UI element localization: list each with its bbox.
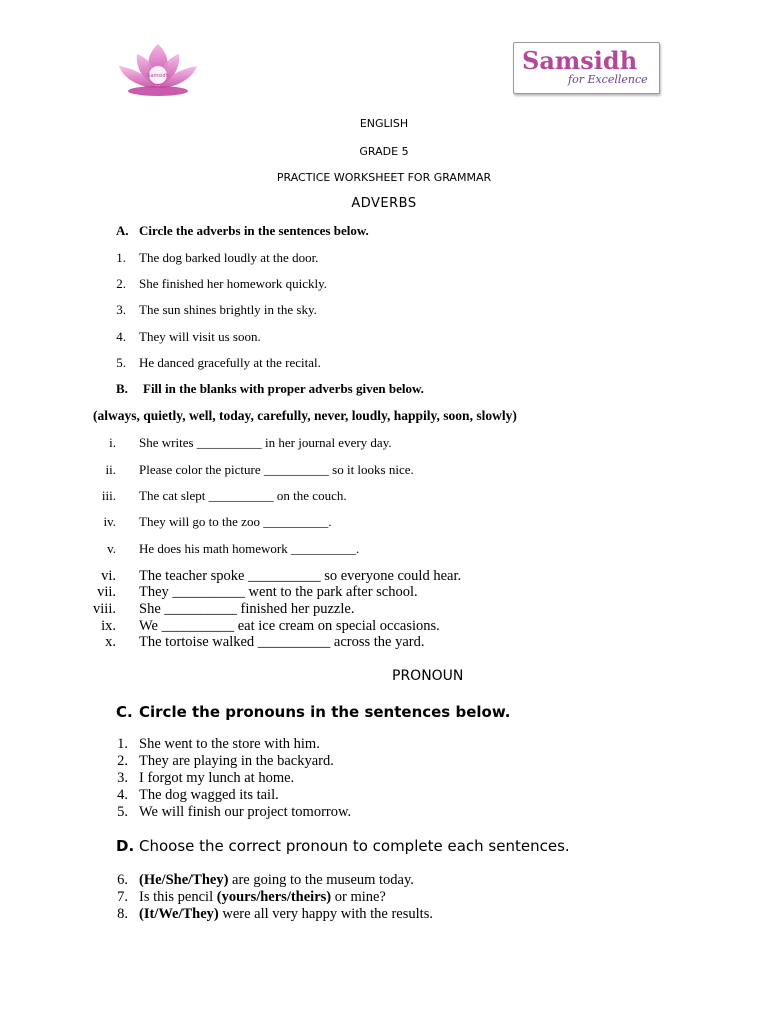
item-text-pre: Is this pencil — [139, 889, 217, 905]
item-number: ix. — [101, 618, 116, 634]
item-text: She __________ finished her puzzle. — [139, 601, 355, 617]
item-text: She writes __________ in her journal every day. — [139, 435, 392, 450]
item-text: Please color the picture __________ so it looks nice. — [139, 462, 414, 477]
lotus-icon — [115, 42, 201, 98]
item-text-rest: or mine? — [331, 889, 386, 905]
item-number: vi. — [101, 568, 116, 584]
item-text: The tortoise walked __________ across the yard. — [139, 634, 425, 650]
item-number: x. — [105, 634, 116, 650]
item-text: They are playing in the backyard. — [139, 753, 334, 769]
brand-tagline: for Excellence — [568, 73, 648, 86]
subject-heading: ENGLISH — [359, 117, 409, 130]
item-number: 1. — [116, 250, 126, 265]
section-c-label: C. — [116, 703, 133, 721]
item-text-rest: were all very happy with the results. — [218, 906, 433, 922]
pronoun-choices: (yours/hers/theirs) — [216, 889, 332, 905]
pronoun-title: PRONOUN — [392, 668, 464, 684]
item-number: viii. — [93, 601, 116, 617]
lotus-logo-text: Samsidh — [147, 73, 169, 79]
item-number: 7. — [117, 889, 128, 905]
section-c-instruction: Circle the pronouns in the sentences below. — [139, 703, 511, 721]
item-number: 6. — [117, 872, 128, 888]
item-text: The sun shines brightly in the sky. — [139, 302, 317, 317]
item-text: We will finish our project tomorrow. — [139, 804, 352, 820]
item-number: 2. — [116, 276, 126, 291]
item-number: 2. — [117, 753, 128, 769]
item-number: i. — [109, 435, 116, 450]
word-bank: (always, quietly, well, today, carefully, never, loudly, happily, soon, slowly) — [93, 408, 517, 423]
brand-logo — [513, 42, 660, 94]
item-text: She finished her homework quickly. — [139, 276, 327, 291]
item-number: iii. — [101, 488, 116, 503]
item-text: The dog wagged its tail. — [139, 787, 279, 803]
item-number: 8. — [117, 906, 128, 922]
worksheet-heading: PRACTICE WORKSHEET FOR GRAMMAR — [276, 171, 492, 184]
item-text — [139, 872, 414, 889]
item-number: 4. — [117, 787, 128, 803]
item-number: 4. — [116, 329, 126, 344]
item-text: The cat slept __________ on the couch. — [139, 488, 347, 503]
item-text: He danced gracefully at the recital. — [139, 355, 321, 370]
item-text — [139, 906, 433, 923]
item-number: 3. — [116, 302, 126, 317]
item-text-rest: are going to the museum today. — [228, 872, 414, 888]
item-text: They will visit us soon. — [139, 329, 261, 344]
section-b-label: B. — [116, 381, 128, 396]
pronoun-choices: (It/We/They) — [139, 906, 219, 922]
section-a-label: A. — [116, 223, 129, 238]
item-number: iv. — [103, 514, 116, 529]
section-d-label: D. — [116, 837, 135, 855]
item-text: We __________ eat ice cream on special occasions. — [139, 618, 440, 634]
item-number: vii. — [97, 584, 116, 600]
item-text: She went to the store with him. — [139, 736, 320, 752]
item-number: v. — [107, 541, 116, 556]
item-number: 5. — [117, 804, 128, 820]
adverbs-title: ADVERBS — [351, 196, 417, 211]
section-a-instruction: Circle the adverbs in the sentences below. — [139, 223, 369, 238]
item-text: I forgot my lunch at home. — [139, 770, 295, 786]
item-text: They __________ went to the park after school. — [139, 584, 418, 600]
item-text — [139, 889, 386, 906]
item-number: ii. — [105, 462, 116, 477]
pronoun-choices: (He/She/They) — [139, 872, 229, 888]
item-number: 3. — [117, 770, 128, 786]
item-number: 5. — [116, 355, 126, 370]
grade-heading: GRADE 5 — [359, 145, 409, 158]
item-text: They will go to the zoo __________. — [139, 514, 332, 529]
item-text: He does his math homework __________. — [139, 541, 360, 556]
item-text: The dog barked loudly at the door. — [139, 250, 319, 265]
item-text: The teacher spoke __________ so everyone could hear. — [139, 568, 462, 584]
item-number: 1. — [117, 736, 128, 752]
lotus-logo — [115, 42, 201, 98]
section-d-instruction: Choose the correct pronoun to complete each sentences. — [139, 837, 570, 855]
section-b-instruction: Fill in the blanks with proper adverbs given below. — [143, 381, 424, 396]
brand-name: Samsidh — [522, 46, 638, 75]
